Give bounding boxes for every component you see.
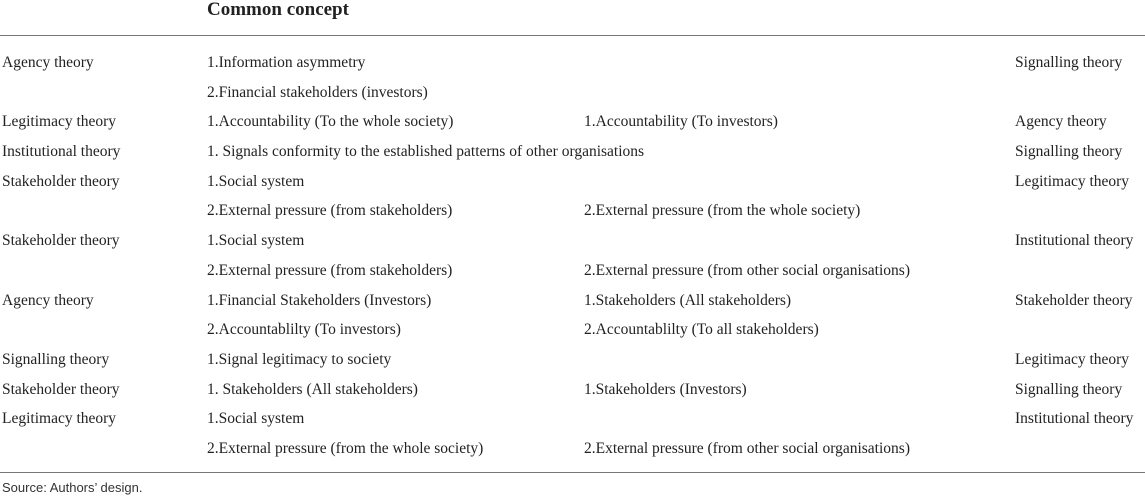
- table-header-common-concept: Common concept: [207, 0, 349, 20]
- row-concept: 2.External pressure (from stakeholders): [207, 261, 453, 279]
- row-right-theory: Institutional theory: [1015, 232, 1134, 250]
- row-concept: 1. Signals conformity to the established patterns of other organisations: [207, 143, 645, 161]
- table-row: [0, 48, 1145, 78]
- table-row: [0, 167, 1145, 197]
- table-row: [0, 226, 1145, 256]
- row-right-theory: Signalling theory: [1015, 54, 1123, 71]
- row-left-theory: Legitimacy theory: [2, 113, 117, 131]
- row-left-theory: Agency theory: [2, 54, 94, 71]
- row-concept-alt: 1.Accountability (To investors): [584, 113, 778, 131]
- table-row: [0, 196, 1145, 226]
- row-concept-alt: 2.External pressure (from other social organisations): [584, 439, 910, 457]
- row-right-theory: Signalling theory: [1015, 380, 1123, 398]
- row-concept: 2.Financial stakeholders (investors): [207, 83, 428, 101]
- table-bottom-rule: [0, 472, 1145, 473]
- table-row: [0, 256, 1145, 286]
- row-concept: 1.Information asymmetry: [207, 54, 366, 71]
- table-row: [0, 434, 1145, 464]
- row-concept: 2.Accountablilty (To investors): [207, 321, 401, 339]
- table-row: [0, 286, 1145, 316]
- row-concept: 1.Social system: [207, 172, 305, 190]
- table-row: [0, 375, 1145, 405]
- row-left-theory: Stakeholder theory: [2, 172, 120, 190]
- source-note: Source: Authors’ design.: [2, 480, 143, 495]
- row-left-theory: Stakeholder theory: [2, 232, 120, 250]
- row-left-theory: Legitimacy theory: [2, 410, 117, 428]
- row-concept: 1.Social system: [207, 410, 305, 428]
- row-concept: 1.Accountability (To the whole society): [207, 113, 454, 131]
- row-right-theory: Legitimacy theory: [1015, 350, 1130, 368]
- row-left-theory: Stakeholder theory: [2, 380, 120, 398]
- row-concept-alt: 2.External pressure (from the whole society): [584, 202, 861, 220]
- table-row: [0, 404, 1145, 434]
- row-concept: 1.Social system: [207, 232, 305, 250]
- row-concept-alt: 1.Stakeholders (Investors): [584, 380, 747, 398]
- row-right-theory: Institutional theory: [1015, 410, 1134, 428]
- row-left-theory: Institutional theory: [2, 143, 121, 161]
- row-left-theory: Signalling theory: [2, 350, 110, 368]
- table-row: [0, 315, 1145, 345]
- table-top-rule: [0, 35, 1145, 36]
- table-body: [0, 48, 1145, 464]
- table-row: [0, 345, 1145, 375]
- table-row: [0, 107, 1145, 137]
- row-concept-alt: 2.Accountablilty (To all stakeholders): [584, 321, 819, 339]
- row-right-theory: Agency theory: [1015, 113, 1107, 131]
- row-concept: 1.Signal legitimacy to society: [207, 350, 392, 368]
- row-right-theory: Signalling theory: [1015, 143, 1123, 161]
- row-concept-alt: 1.Stakeholders (All stakeholders): [584, 291, 792, 309]
- row-concept: 1. Stakeholders (All stakeholders): [207, 380, 418, 398]
- row-concept: 1.Financial Stakeholders (Investors): [207, 291, 432, 309]
- table-row: [0, 78, 1145, 108]
- table-row: [0, 137, 1145, 167]
- row-concept-alt: 2.External pressure (from other social organisations): [584, 261, 910, 279]
- row-left-theory: Agency theory: [2, 291, 94, 309]
- row-right-theory: Legitimacy theory: [1015, 172, 1130, 190]
- row-concept: 2.External pressure (from stakeholders): [207, 202, 453, 220]
- row-concept: 2.External pressure (from the whole society): [207, 439, 484, 457]
- row-right-theory: Stakeholder theory: [1015, 291, 1133, 309]
